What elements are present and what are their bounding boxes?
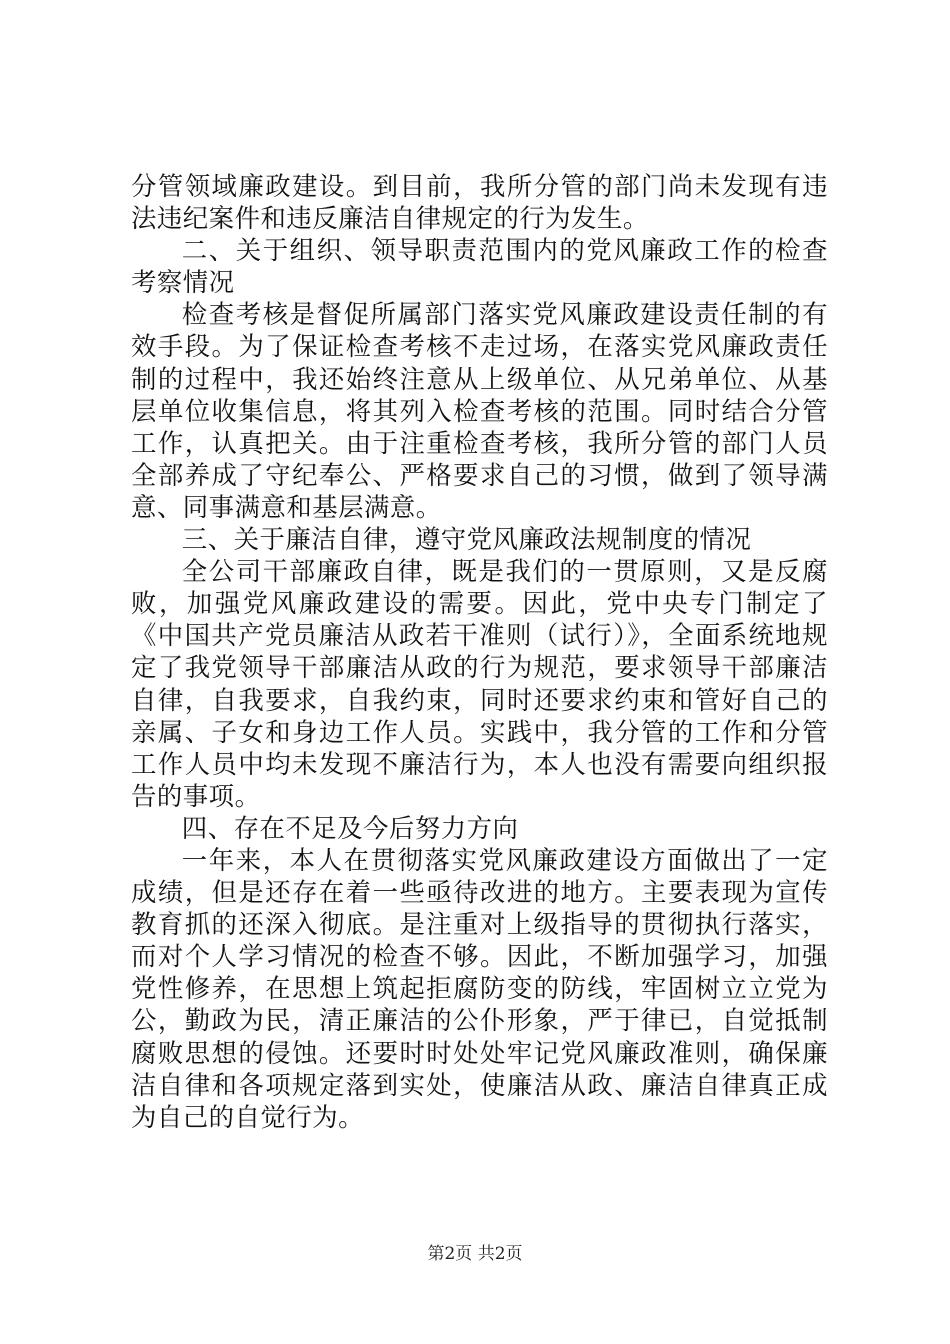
section-heading-2: 二、关于组织、领导职责范围内的党风廉政工作的检查考察情况 (131, 235, 828, 298)
section-heading-4: 四、存在不足及今后努力方向 (181, 812, 519, 843)
paragraph-continuation: 分管领域廉政建设。到目前，我所分管的部门尚未发现有违法违纪案件和违反廉洁自律规定的行为发生。 (131, 171, 828, 234)
section-heading-3: 三、关于廉洁自律，遵守党风廉政法规制度的情况 (181, 524, 752, 555)
paragraph-shortcomings: 一年来，本人在贯彻落实党风廉政建设方面做出了一定成绩，但是还存在着一些亟待改进的地方。主要表现为宣传教育抓的还深入彻底。是注重对上级指导的贯彻执行落实，而对个人学习情况的检查不够。因此，不断加强学习，加强党性修养，在思想上筑起拒腐防变的防线，牢固树立立党为公，勤政为民，清正廉洁的公仆形象，严于律已，自觉抵制腐败思想的侵蚀。还要时时处处牢记党风廉政准则，确保廉洁自律和各项规定落到实处，使廉洁从政、廉洁自律真正成为自己的自觉行为。 (131, 844, 828, 1132)
page-footer: 第2页 共2页 (427, 1244, 523, 1264)
paragraph-inspection: 检查考核是督促所属部门落实党风廉政建设责任制的有效手段。为了保证检查考核不走过场，在落实党风廉政责任制的过程中，我还始终注意从上级单位、从兄弟单位、从基层单位收集信息，将其列入检查考核的范围。同时结合分管工作，认真把关。由于注重检查考核，我所分管的部门人员全部养成了守纪奉公、严格要求自己的习惯，做到了领导满意、同事满意和基层满意。 (131, 299, 828, 522)
paragraph-self-discipline: 全公司干部廉政自律，既是我们的一贯原则，又是反腐败，加强党风廉政建设的需要。因此，党中央专门制定了《中国共产党员廉洁从政若干准则（试行）》，全面系统地规定了我党领导干部廉洁从政的行为规范，要求领导干部廉洁自律，自我要求，自我约束，同时还要求约束和管好自己的亲属、子女和身边工作人员。实践中，我分管的工作和分管工作人员中均未发现不廉洁行为，本人也没有需要向组织报告的事项。 (131, 556, 828, 811)
document-body (131, 170, 828, 1133)
